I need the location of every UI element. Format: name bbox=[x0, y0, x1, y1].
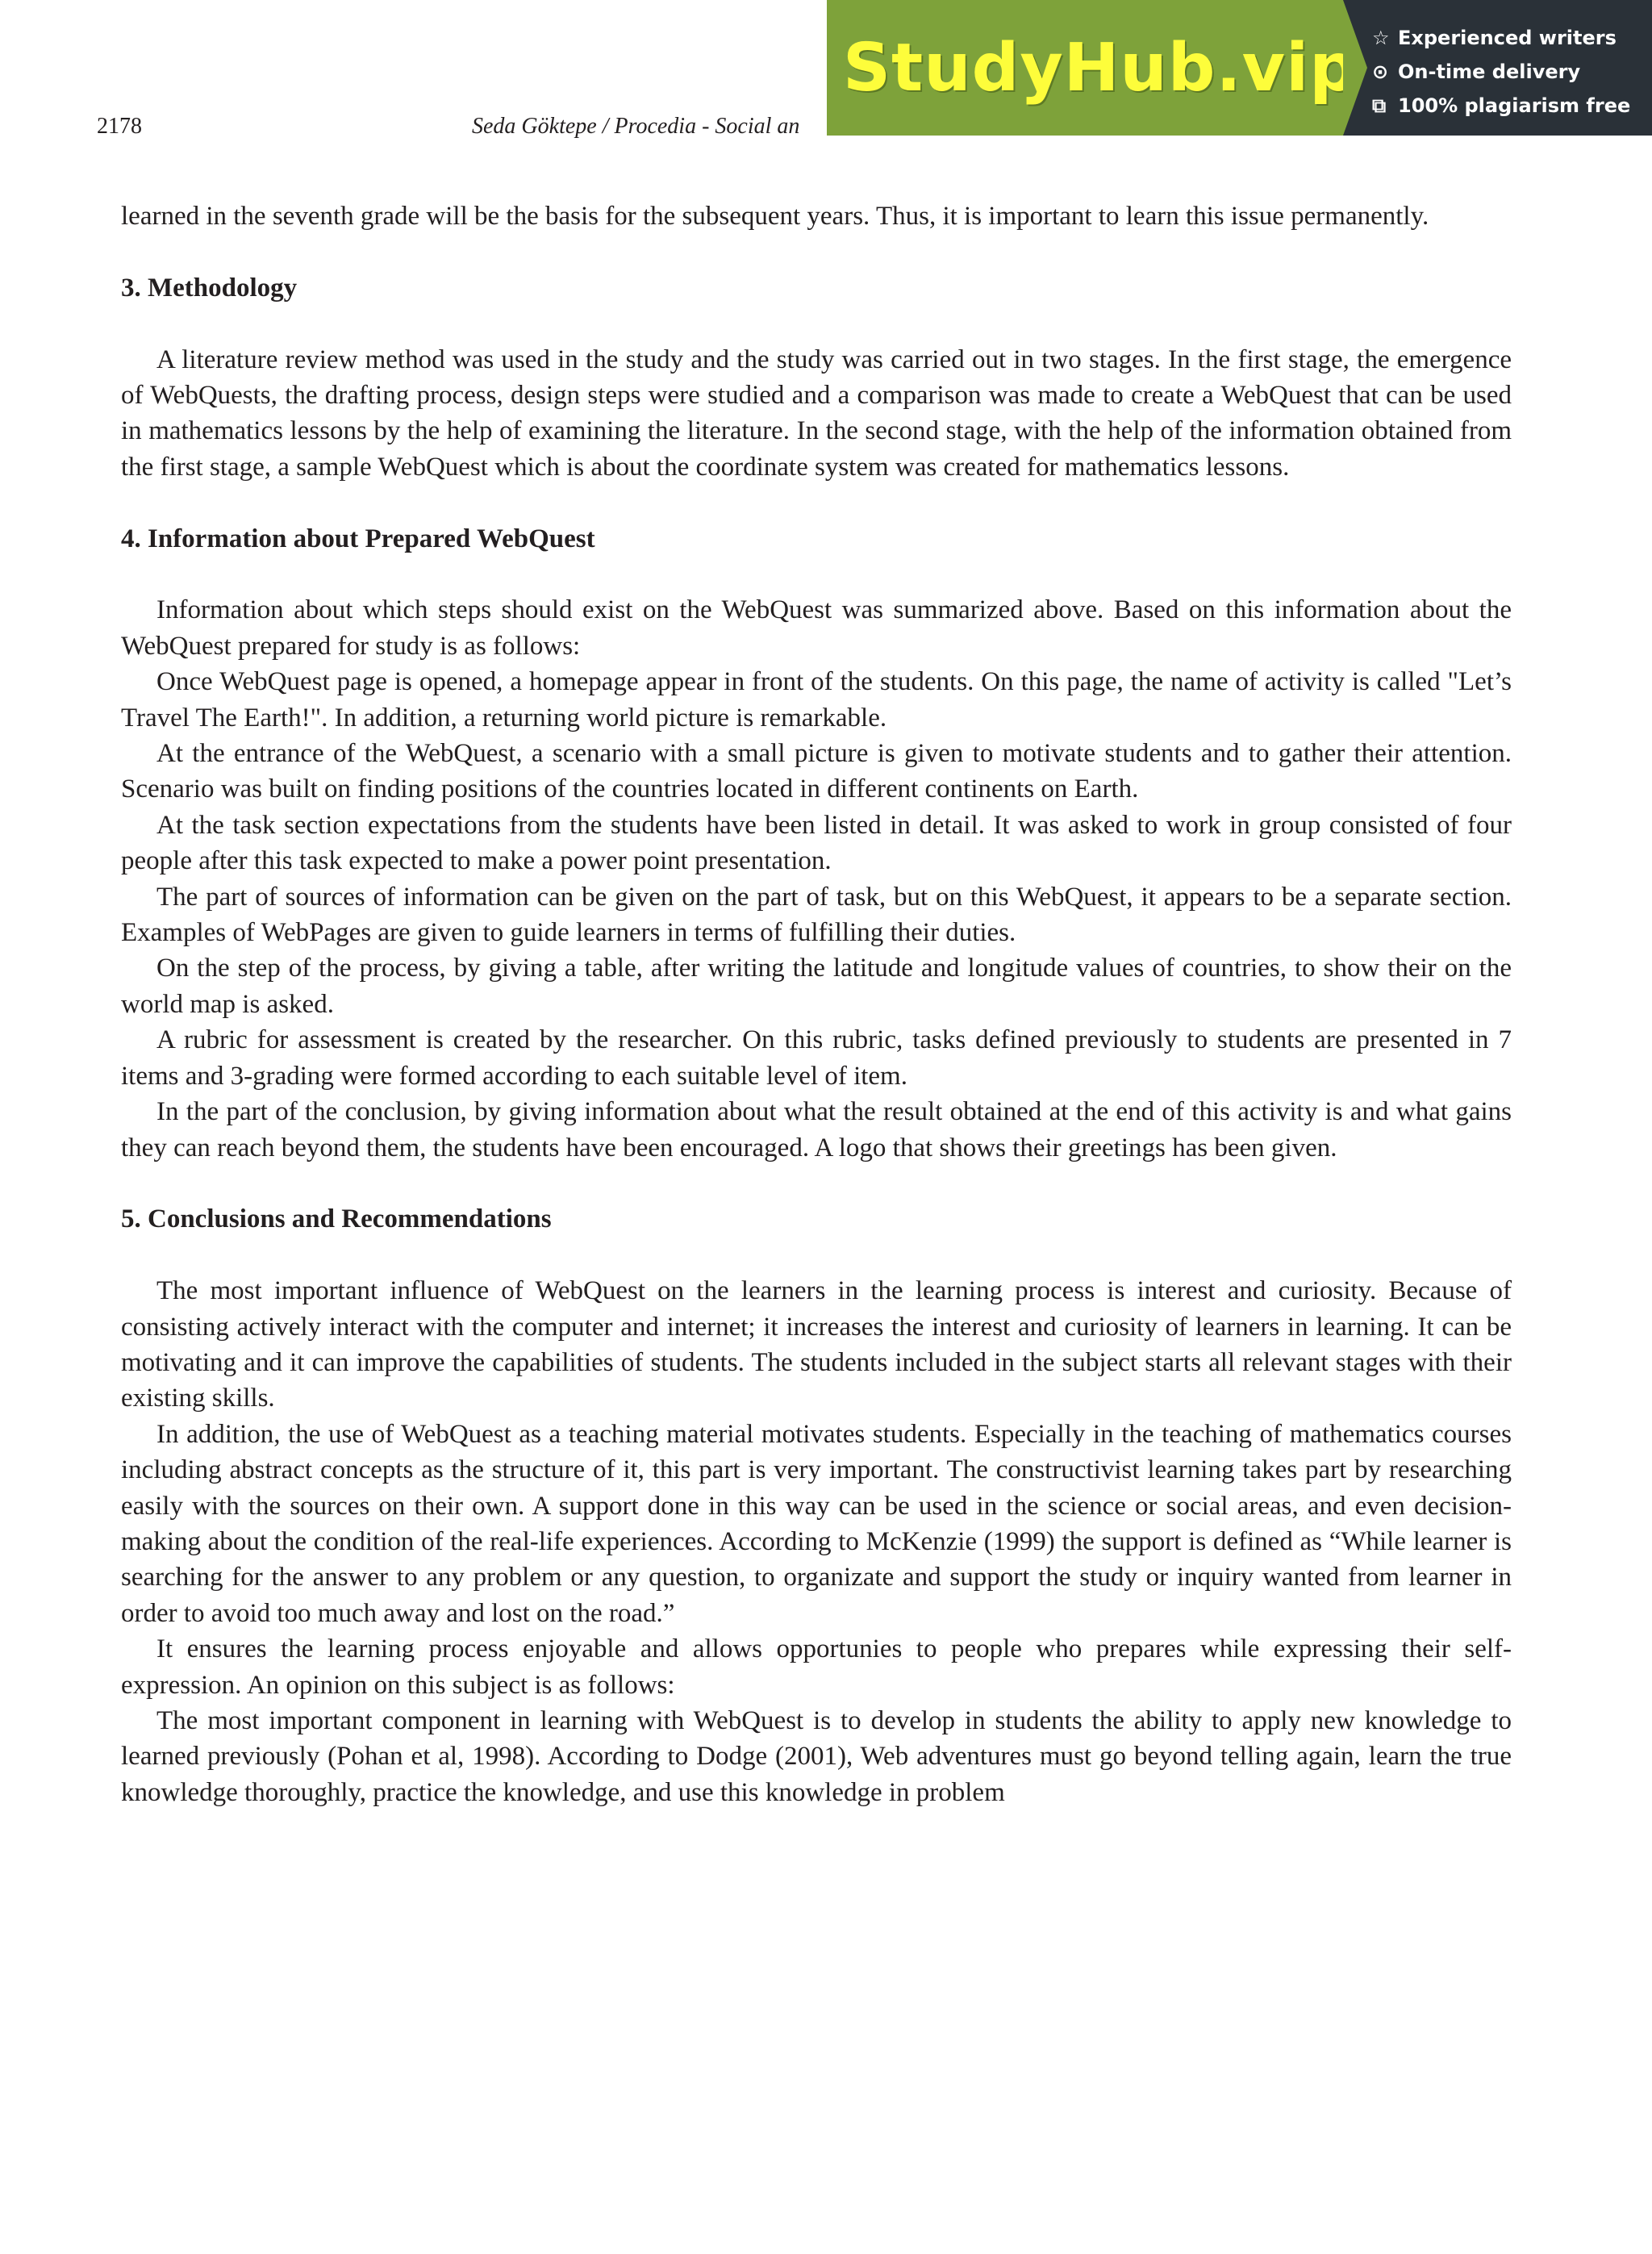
paragraph: At the entrance of the WebQuest, a scenario with a small picture is given to motivate students and to gather their attention. Scenario was built on finding positions of the countries located in different continents on Earth. bbox=[121, 739, 1512, 804]
section-heading-methodology: 3. Methodology bbox=[121, 273, 298, 303]
feature-experienced-writers bbox=[1372, 21, 1652, 55]
intro-paragraph: learned in the seventh grade will be the basis for the subsequent years. Thus, it is important to learn this issue permanently. bbox=[121, 202, 1429, 231]
paragraph: A rubric for assessment is created by the researcher. On this rubric, tasks defined previously to students are presented in 7 items and 3-grading were formed according to each suitable level of item. bbox=[121, 1025, 1512, 1091]
banner-arrow-divider bbox=[1343, 0, 1367, 136]
feature-label: On-time delivery bbox=[1398, 61, 1581, 83]
paragraph: The most important component in learning with WebQuest is to develop in students the ability to apply new knowledge to learned previously (Pohan et al, 1998). According to Dodge (2001), Web adventures must go beyond telling again, learn the true knowledge thoroughly, practice the knowledge, and use this knowledge in problem bbox=[121, 1705, 1512, 1807]
studyhub-logo-text: StudyHub.vip bbox=[843, 29, 1358, 106]
paragraph: A literature review method was used in the study and the study was carried out in two stages. In the first stage, the emergence of WebQuests, the drafting process, design steps were studied and a comparison was made to create a WebQuest that can be used in mathematics lessons by the help of examining the literature. In the second stage, with the help of the information obtained from the first stage, a sample WebQuest which is about the coordinate system was created for mathematics lessons. bbox=[121, 344, 1512, 482]
feature-label: 100% plagiarism free bbox=[1398, 94, 1631, 117]
paragraph: The most important influence of WebQuest on the learners in the learning process is interest and curiosity. Because of consisting actively interact with the computer and internet; it increases the interest and curiosity of learners in learning. It can be motivating and it can improve the capabilities of students. The students included in the subject starts all relevant stages with their existing skills. bbox=[121, 1276, 1512, 1413]
feature-label: Experienced writers bbox=[1398, 27, 1617, 49]
studyhub-banner[interactable] bbox=[827, 0, 1652, 136]
feature-plagiarism-free bbox=[1372, 89, 1652, 123]
section-heading-information: 4. Information about Prepared WebQuest bbox=[121, 524, 595, 553]
paragraph: The part of sources of information can be given on the part of task, but on this WebQuest, it appears to be a separate section. Examples of WebPages are given to guide learners in terms of fulfilling their duties. bbox=[121, 882, 1512, 948]
clock-icon: ⊙ bbox=[1372, 61, 1389, 83]
article-body bbox=[121, 198, 1512, 1810]
copy-icon: ⧉ bbox=[1372, 94, 1387, 117]
paragraph: In the part of the conclusion, by giving information about what the result obtained at the end of this activity is and what gains they can reach beyond them, the students have been encouraged. A logo that shows their greetings has been given. bbox=[121, 1097, 1512, 1162]
feature-on-time-delivery bbox=[1372, 55, 1652, 89]
banner-feature-list bbox=[1367, 0, 1652, 136]
paragraph: At the task section expectations from the students have been listed in detail. It was asked to work in group consisted of four people after this task expected to make a power point presentation. bbox=[121, 810, 1512, 876]
section-heading-conclusions: 5. Conclusions and Recommendations bbox=[121, 1204, 552, 1234]
paragraph: Once WebQuest page is opened, a homepage appear in front of the students. On this page, the name of activity is called "Let’s Travel The Earth!". In addition, a returning world picture is remarkable. bbox=[121, 667, 1512, 733]
paragraph: It ensures the learning process enjoyable and allows opportunies to people who prepares while expressing their self-expression. An opinion on this subject is as follows: bbox=[121, 1634, 1512, 1700]
studyhub-logo[interactable] bbox=[827, 0, 1358, 136]
paragraph: On the step of the process, by giving a table, after writing the latitude and longitude values of countries, to show their on the world map is asked. bbox=[121, 954, 1512, 1019]
star-icon: ☆ bbox=[1372, 27, 1390, 49]
paragraph: Information about which steps should exist on the WebQuest was summarized above. Based on this information about the WebQuest prepared for study is as follows: bbox=[121, 595, 1512, 661]
paragraph: In addition, the use of WebQuest as a teaching material motivates students. Especially in the teaching of mathematics courses including abstract concepts as the structure of it, this part is very important. The constructivist learning takes part by researching easily with the sources on their own. A support done in this way can be used in the science or social areas, and even decision-making about the condition of the real-life experiences. According to McKenzie (1999) the support is defined as “While learner is searching for the answer to any problem or any question, to organizate and support the study or inquiry wanted from learner in order to avoid too much away and lost on the road.” bbox=[121, 1419, 1512, 1628]
page-number: 2178 bbox=[97, 114, 142, 139]
running-title: Seda Göktepe / Procedia - Social an bbox=[472, 114, 800, 139]
